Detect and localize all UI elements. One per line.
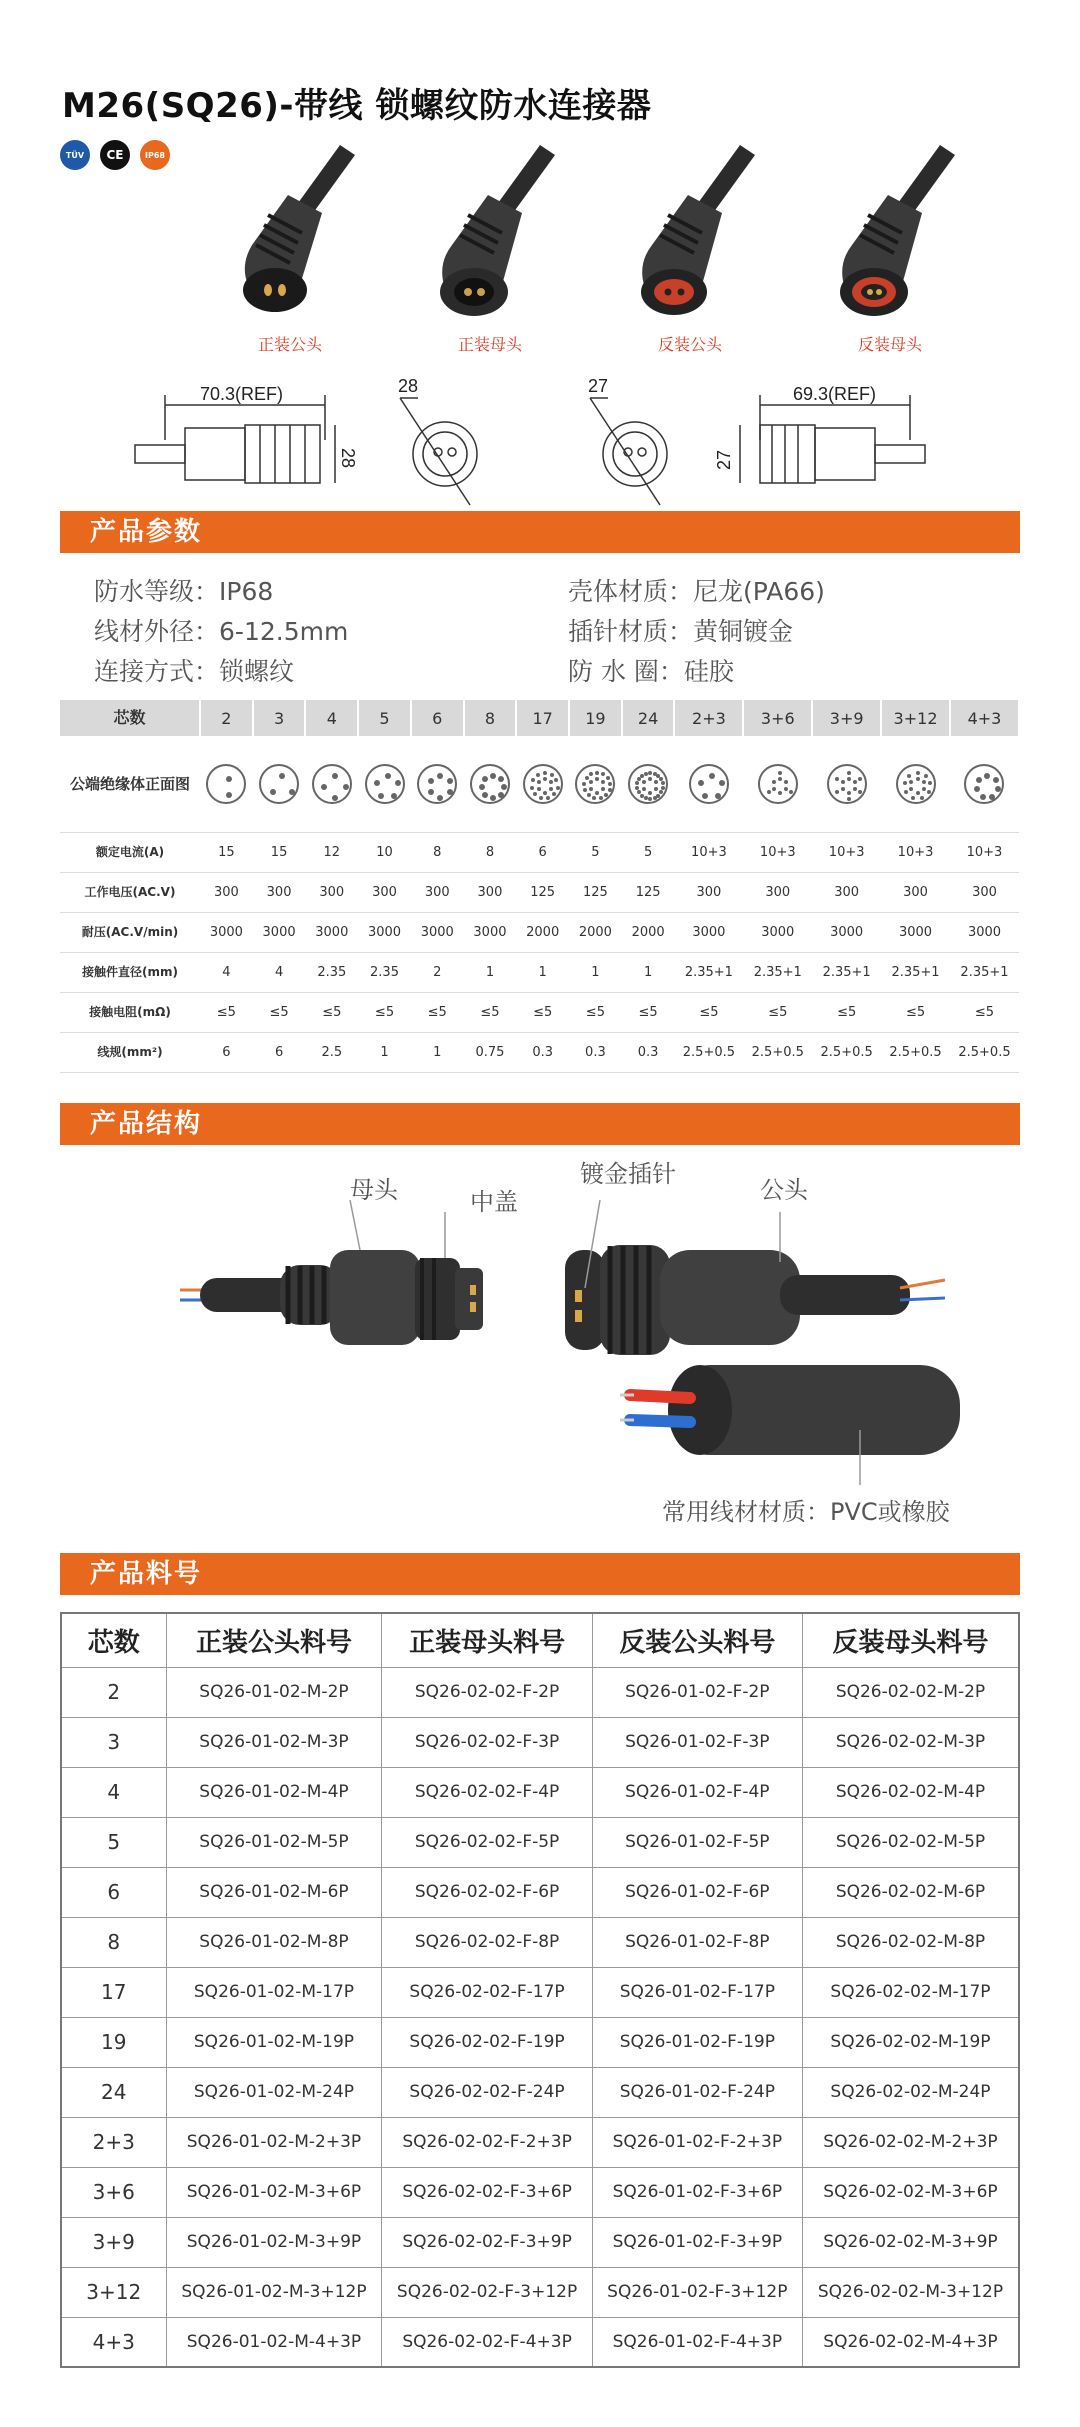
- product-male-reverse: [590, 135, 790, 365]
- part-number-cell: SQ26-01-02-M-2P: [166, 1667, 382, 1717]
- part-number-cell: SQ26-01-02-F-3+12P: [592, 2267, 802, 2317]
- spec-value-cell: 0.3: [622, 1032, 675, 1072]
- parts-core-cell: 24: [61, 2067, 166, 2117]
- section-structure-header: 产品结构: [60, 1103, 1020, 1145]
- spec-data-row: [60, 832, 1019, 872]
- spec-value-cell: ≤5: [464, 992, 517, 1032]
- spec-value-cell: 2.5+0.5: [950, 1032, 1019, 1072]
- dim-d4-length: 69.3(REF): [793, 384, 877, 404]
- spec-value-cell: 2.35: [305, 952, 358, 992]
- spec-value-cell: 1: [464, 952, 517, 992]
- spec-icon-row: [60, 736, 1019, 832]
- spec-core-cell: 2+3: [674, 700, 743, 736]
- spec-value-cell: 4: [253, 952, 306, 992]
- spec-value-cell: 3000: [464, 912, 517, 952]
- spec-value-cell: 0.3: [569, 1032, 622, 1072]
- parts-row: [61, 1717, 1019, 1767]
- parts-row: [61, 2217, 1019, 2267]
- part-number-cell: SQ26-02-02-F-8P: [382, 1917, 592, 1967]
- spec-core-cell: 3+12: [881, 700, 950, 736]
- section-parts-header: 产品料号: [60, 1553, 1020, 1595]
- spec-value-cell: 5: [569, 832, 622, 872]
- insulator-face-icon: [206, 764, 246, 804]
- spec-value-cell: 4: [200, 952, 253, 992]
- spec-value-cell: 300: [950, 872, 1019, 912]
- spec-data-row: [60, 952, 1019, 992]
- spec-core-cell: 5: [358, 700, 411, 736]
- spec-value-cell: 2.5+0.5: [881, 1032, 950, 1072]
- part-number-cell: SQ26-02-02-M-8P: [802, 1917, 1019, 1967]
- part-number-cell: SQ26-02-02-F-3P: [382, 1717, 592, 1767]
- spec-row-label: 线规(mm²): [60, 1032, 200, 1072]
- part-number-cell: SQ26-02-02-M-3+9P: [802, 2217, 1019, 2267]
- part-number-cell: SQ26-01-02-F-6P: [592, 1867, 802, 1917]
- spec-value-cell: 1: [411, 1032, 464, 1072]
- spec-value-cell: 10+3: [674, 832, 743, 872]
- part-number-cell: SQ26-02-02-M-6P: [802, 1867, 1019, 1917]
- part-number-cell: SQ26-02-02-F-4+3P: [382, 2317, 592, 2367]
- tuv-cert-icon: TÜV: [60, 140, 90, 170]
- spec-value-cell: 300: [200, 872, 253, 912]
- spec-row-label: 额定电流(A): [60, 832, 200, 872]
- spec-core-cell: 4: [305, 700, 358, 736]
- parts-core-cell: 8: [61, 1917, 166, 1967]
- part-number-cell: SQ26-02-02-M-2P: [802, 1667, 1019, 1717]
- parts-core-cell: 3+6: [61, 2167, 166, 2217]
- spec-value-cell: 8: [411, 832, 464, 872]
- spec-value-cell: ≤5: [411, 992, 464, 1032]
- parts-header-row: [61, 1613, 1019, 1667]
- spec-value-cell: 2.35+1: [950, 952, 1019, 992]
- spec-value-cell: 5: [622, 832, 675, 872]
- product-female-reverse: [790, 135, 990, 365]
- product-female-front: [390, 135, 590, 365]
- param-waterproof: 防水等级：IP68: [94, 577, 274, 606]
- spec-value-cell: ≤5: [358, 992, 411, 1032]
- insulator-face-icon: [259, 764, 299, 804]
- spec-core-cell: 8: [464, 700, 517, 736]
- spec-row-label: 接触件直径(mm): [60, 952, 200, 992]
- spec-value-cell: 6: [516, 832, 569, 872]
- spec-value-cell: 10: [358, 832, 411, 872]
- parts-row: [61, 1817, 1019, 1867]
- spec-value-cell: ≤5: [569, 992, 622, 1032]
- part-number-cell: SQ26-01-02-F-24P: [592, 2067, 802, 2117]
- callout-cap: 中盖: [470, 1188, 518, 1216]
- param-connection: 连接方式：锁螺纹: [94, 657, 295, 686]
- spec-value-cell: 3000: [743, 912, 812, 952]
- part-number-cell: SQ26-01-02-F-5P: [592, 1817, 802, 1867]
- spec-value-cell: 12: [305, 832, 358, 872]
- part-number-cell: SQ26-02-02-F-2+3P: [382, 2117, 592, 2167]
- spec-value-cell: 2.5+0.5: [674, 1032, 743, 1072]
- connector-male-image: [190, 135, 390, 325]
- spec-value-cell: 3000: [674, 912, 743, 952]
- param-shell: 壳体材质：尼龙(PA66): [568, 577, 825, 606]
- spec-value-cell: 300: [464, 872, 517, 912]
- insulator-face-icon: [689, 764, 729, 804]
- parts-row: [61, 1967, 1019, 2017]
- part-number-cell: SQ26-01-02-M-3P: [166, 1717, 382, 1767]
- part-number-cell: SQ26-02-02-F-19P: [382, 2017, 592, 2067]
- spec-core-cell: 3+6: [743, 700, 812, 736]
- spec-value-cell: 15: [253, 832, 306, 872]
- parts-core-cell: 2+3: [61, 2117, 166, 2167]
- part-number-cell: SQ26-01-02-M-24P: [166, 2067, 382, 2117]
- param-pin: 插针材质：黄铜镀金: [568, 617, 794, 646]
- spec-value-cell: 1: [516, 952, 569, 992]
- spec-value-cell: 2.5+0.5: [743, 1032, 812, 1072]
- part-number-cell: SQ26-01-02-F-4P: [592, 1767, 802, 1817]
- parts-header-cell: 正装母头料号: [382, 1613, 592, 1667]
- spec-value-cell: 2.5+0.5: [812, 1032, 881, 1072]
- parts-core-cell: 4: [61, 1767, 166, 1817]
- spec-value-cell: 300: [743, 872, 812, 912]
- part-number-cell: SQ26-02-02-M-19P: [802, 2017, 1019, 2067]
- insulator-face-icon: [417, 764, 457, 804]
- spec-value-cell: 1: [358, 1032, 411, 1072]
- insulator-face-icon: [470, 764, 510, 804]
- spec-data-row: [60, 872, 1019, 912]
- spec-value-cell: 6: [253, 1032, 306, 1072]
- insulator-face-icon: [312, 764, 352, 804]
- spec-value-cell: ≤5: [674, 992, 743, 1032]
- connector-male-reverse-image: [590, 135, 790, 325]
- product-label: 反装母头: [857, 335, 922, 354]
- spec-value-cell: 2000: [516, 912, 569, 952]
- spec-value-cell: 2.5: [305, 1032, 358, 1072]
- insulator-face-icon: [575, 764, 615, 804]
- part-number-cell: SQ26-02-02-M-3+6P: [802, 2167, 1019, 2217]
- part-number-cell: SQ26-02-02-F-6P: [382, 1867, 592, 1917]
- spec-header-label: 芯数: [60, 700, 200, 736]
- spec-value-cell: 300: [881, 872, 950, 912]
- part-number-cell: SQ26-01-02-M-19P: [166, 2017, 382, 2067]
- spec-value-cell: 3000: [200, 912, 253, 952]
- part-number-cell: SQ26-01-02-F-2P: [592, 1667, 802, 1717]
- spec-data-row: [60, 912, 1019, 952]
- spec-value-cell: 2.35: [358, 952, 411, 992]
- spec-value-cell: 10+3: [812, 832, 881, 872]
- part-number-cell: SQ26-02-02-F-17P: [382, 1967, 592, 2017]
- parts-header-cell: 芯数: [61, 1613, 166, 1667]
- part-number-cell: SQ26-02-02-F-2P: [382, 1667, 592, 1717]
- parts-header-cell: 反装公头料号: [592, 1613, 802, 1667]
- param-cable-od: 线材外径：6-12.5mm: [94, 617, 349, 646]
- parts-core-cell: 17: [61, 1967, 166, 2017]
- part-number-cell: SQ26-01-02-F-17P: [592, 1967, 802, 2017]
- spec-value-cell: ≤5: [881, 992, 950, 1032]
- spec-value-cell: 125: [569, 872, 622, 912]
- spec-value-cell: ≤5: [516, 992, 569, 1032]
- product-label: 正装母头: [457, 335, 522, 354]
- parts-table: [60, 1612, 1020, 2368]
- parts-row: [61, 2017, 1019, 2067]
- part-number-cell: SQ26-01-02-M-3+6P: [166, 2167, 382, 2217]
- part-number-cell: SQ26-02-02-M-3+12P: [802, 2267, 1019, 2317]
- spec-header-row: [60, 700, 1019, 736]
- spec-value-cell: 125: [622, 872, 675, 912]
- spec-data-row: [60, 992, 1019, 1032]
- spec-table: [60, 700, 1020, 1073]
- part-number-cell: SQ26-01-02-F-4+3P: [592, 2317, 802, 2367]
- spec-value-cell: 300: [674, 872, 743, 912]
- spec-value-cell: 300: [812, 872, 881, 912]
- dim-d1-height: 28: [338, 448, 358, 469]
- part-number-cell: SQ26-02-02-F-3+9P: [382, 2217, 592, 2267]
- spec-core-cell: 3: [253, 700, 306, 736]
- parts-row: [61, 2117, 1019, 2167]
- spec-data-row: [60, 1032, 1019, 1072]
- spec-core-cell: 19: [569, 700, 622, 736]
- spec-value-cell: ≤5: [200, 992, 253, 1032]
- insulator-face-icon: [827, 764, 867, 804]
- spec-value-cell: 3000: [253, 912, 306, 952]
- spec-row-label: 接触电阻(mΩ): [60, 992, 200, 1032]
- callout-cable: 常用线材材质：PVC或橡胶: [662, 1498, 950, 1526]
- structure-illustration: [60, 1140, 1020, 1540]
- spec-value-cell: ≤5: [743, 992, 812, 1032]
- spec-value-cell: 3000: [950, 912, 1019, 952]
- parts-core-cell: 2: [61, 1667, 166, 1717]
- part-number-cell: SQ26-01-02-M-3+12P: [166, 2267, 382, 2317]
- parts-row: [61, 1667, 1019, 1717]
- part-number-cell: SQ26-01-02-F-8P: [592, 1917, 802, 1967]
- dim-d4-height: 27: [714, 449, 734, 470]
- spec-value-cell: 15: [200, 832, 253, 872]
- spec-core-cell: 24: [622, 700, 675, 736]
- part-number-cell: SQ26-02-02-M-17P: [802, 1967, 1019, 2017]
- insulator-face-icon: [523, 764, 563, 804]
- parts-core-cell: 5: [61, 1817, 166, 1867]
- dimension-drawings: [60, 370, 1020, 510]
- part-number-cell: SQ26-01-02-M-4+3P: [166, 2317, 382, 2367]
- part-number-cell: SQ26-01-02-M-17P: [166, 1967, 382, 2017]
- spec-core-cell: 3+9: [812, 700, 881, 736]
- part-number-cell: SQ26-01-02-M-3+9P: [166, 2217, 382, 2267]
- part-number-cell: SQ26-01-02-M-4P: [166, 1767, 382, 1817]
- spec-value-cell: 0.3: [516, 1032, 569, 1072]
- parts-header-cell: 正装公头料号: [166, 1613, 382, 1667]
- parts-row: [61, 1917, 1019, 1967]
- section-params-header: 产品参数: [60, 511, 1020, 553]
- spec-value-cell: 2.35+1: [743, 952, 812, 992]
- insulator-face-icon: [365, 764, 405, 804]
- spec-value-cell: 2.35+1: [881, 952, 950, 992]
- part-number-cell: SQ26-02-02-M-5P: [802, 1817, 1019, 1867]
- parts-core-cell: 19: [61, 2017, 166, 2067]
- ip68-cert-icon: IP68: [140, 140, 170, 170]
- ce-cert-icon: CE: [100, 140, 130, 170]
- part-number-cell: SQ26-02-02-M-3P: [802, 1717, 1019, 1767]
- spec-value-cell: 6: [200, 1032, 253, 1072]
- callout-female: 母头: [350, 1176, 398, 1204]
- part-number-cell: SQ26-01-02-F-2+3P: [592, 2117, 802, 2167]
- insulator-face-icon: [896, 764, 936, 804]
- parts-core-cell: 6: [61, 1867, 166, 1917]
- parts-row: [61, 2167, 1019, 2217]
- product-label: 正装公头: [257, 335, 322, 354]
- spec-value-cell: 2000: [569, 912, 622, 952]
- product-gallery: [60, 135, 1020, 365]
- spec-value-cell: ≤5: [253, 992, 306, 1032]
- callout-pin: 镀金插针: [580, 1160, 676, 1188]
- part-number-cell: SQ26-01-02-M-6P: [166, 1867, 382, 1917]
- spec-core-cell: 2: [200, 700, 253, 736]
- spec-value-cell: 2000: [622, 912, 675, 952]
- spec-value-cell: 3000: [812, 912, 881, 952]
- spec-value-cell: 3000: [411, 912, 464, 952]
- spec-value-cell: 0.75: [464, 1032, 517, 1072]
- part-number-cell: SQ26-02-02-F-5P: [382, 1817, 592, 1867]
- parts-core-cell: 4+3: [61, 2317, 166, 2367]
- insulator-face-icon: [964, 764, 1004, 804]
- part-number-cell: SQ26-02-02-M-2+3P: [802, 2117, 1019, 2167]
- spec-value-cell: ≤5: [622, 992, 675, 1032]
- param-seal: 防 水 圈：硅胶: [568, 657, 734, 686]
- product-label: 反装公头: [657, 335, 722, 354]
- part-number-cell: SQ26-02-02-F-4P: [382, 1767, 592, 1817]
- spec-value-cell: 3000: [305, 912, 358, 952]
- spec-value-cell: 300: [253, 872, 306, 912]
- insulator-face-icon: [628, 764, 668, 804]
- parts-core-cell: 3+9: [61, 2217, 166, 2267]
- part-number-cell: SQ26-01-02-F-3+6P: [592, 2167, 802, 2217]
- spec-value-cell: 1: [622, 952, 675, 992]
- parts-row: [61, 1867, 1019, 1917]
- part-number-cell: SQ26-01-02-F-19P: [592, 2017, 802, 2067]
- spec-core-cell: 4+3: [950, 700, 1019, 736]
- part-number-cell: SQ26-01-02-M-8P: [166, 1917, 382, 1967]
- spec-value-cell: 2: [411, 952, 464, 992]
- spec-value-cell: 1: [569, 952, 622, 992]
- part-number-cell: SQ26-02-02-F-24P: [382, 2067, 592, 2117]
- part-number-cell: SQ26-02-02-F-3+12P: [382, 2267, 592, 2317]
- spec-row-label: 耐压(AC.V/min): [60, 912, 200, 952]
- dim-d2-dia: 28: [398, 376, 419, 396]
- connector-female-reverse-image: [790, 135, 990, 325]
- spec-value-cell: ≤5: [950, 992, 1019, 1032]
- spec-icon-label: 公端绝缘体正面图: [60, 736, 200, 832]
- part-number-cell: SQ26-01-02-M-2+3P: [166, 2117, 382, 2167]
- spec-value-cell: 8: [464, 832, 517, 872]
- spec-row-label: 工作电压(AC.V): [60, 872, 200, 912]
- parts-row: [61, 2267, 1019, 2317]
- dim-d3-dia: 27: [588, 376, 609, 396]
- dim-d1-length: 70.3(REF): [200, 384, 284, 404]
- part-number-cell: SQ26-01-02-F-3P: [592, 1717, 802, 1767]
- spec-value-cell: 2.35+1: [812, 952, 881, 992]
- insulator-face-icon: [758, 764, 798, 804]
- parts-row: [61, 2317, 1019, 2367]
- spec-value-cell: 10+3: [881, 832, 950, 872]
- spec-value-cell: 3000: [358, 912, 411, 952]
- callout-male: 公头: [760, 1176, 808, 1204]
- part-number-cell: SQ26-02-02-M-4P: [802, 1767, 1019, 1817]
- part-number-cell: SQ26-01-02-F-3+9P: [592, 2217, 802, 2267]
- page-title: M26(SQ26)-带线 锁螺纹防水连接器: [62, 86, 652, 126]
- part-number-cell: SQ26-02-02-M-24P: [802, 2067, 1019, 2117]
- part-number-cell: SQ26-02-02-M-4+3P: [802, 2317, 1019, 2367]
- spec-value-cell: 10+3: [950, 832, 1019, 872]
- product-male-front: [190, 135, 390, 365]
- spec-value-cell: 300: [305, 872, 358, 912]
- spec-value-cell: ≤5: [305, 992, 358, 1032]
- structure-image: [60, 1140, 1020, 1540]
- spec-value-cell: ≤5: [812, 992, 881, 1032]
- spec-value-cell: 10+3: [743, 832, 812, 872]
- connector-female-image: [390, 135, 590, 325]
- spec-value-cell: 125: [516, 872, 569, 912]
- parts-core-cell: 3: [61, 1717, 166, 1767]
- parts-core-cell: 3+12: [61, 2267, 166, 2317]
- spec-value-cell: 2.35+1: [674, 952, 743, 992]
- spec-value-cell: 300: [358, 872, 411, 912]
- parts-row: [61, 2067, 1019, 2117]
- spec-value-cell: 300: [411, 872, 464, 912]
- part-number-cell: SQ26-02-02-F-3+6P: [382, 2167, 592, 2217]
- part-number-cell: SQ26-01-02-M-5P: [166, 1817, 382, 1867]
- spec-core-cell: 17: [516, 700, 569, 736]
- parts-row: [61, 1767, 1019, 1817]
- spec-core-cell: 6: [411, 700, 464, 736]
- parts-header-cell: 反装母头料号: [802, 1613, 1019, 1667]
- drawing-lines: [60, 370, 1020, 510]
- spec-value-cell: 3000: [881, 912, 950, 952]
